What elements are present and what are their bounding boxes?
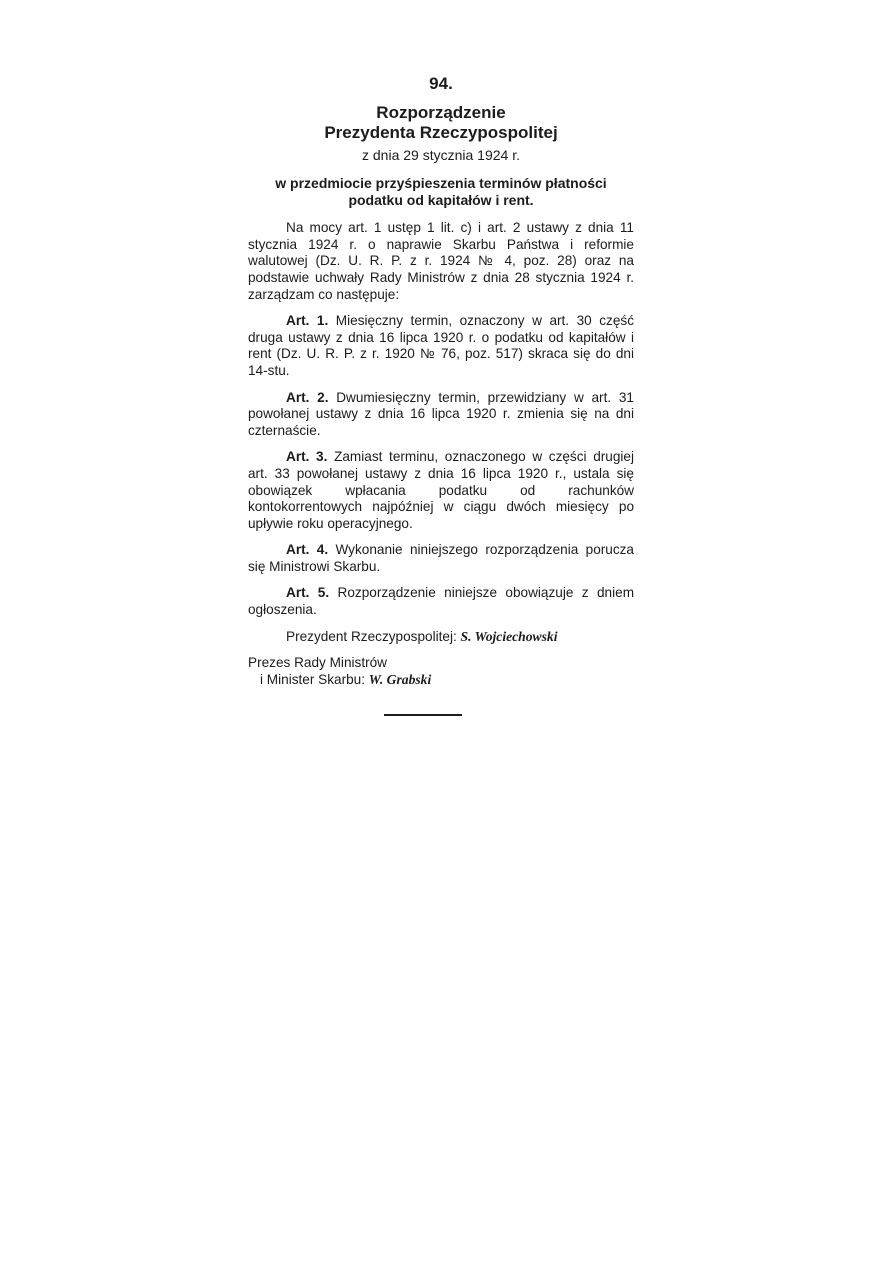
article-label: Art. 2.: [286, 389, 329, 405]
title-line-2: Prezydenta Rzeczypospolitej: [324, 122, 558, 142]
date-line: z dnia 29 stycznia 1924 r.: [362, 146, 520, 163]
signature-name: W. Grabski: [368, 671, 432, 687]
article-label: Art. 4.: [286, 542, 329, 558]
document-page: [248, 76, 634, 716]
closing-rule: [384, 714, 462, 716]
signature-prime-minister: [248, 655, 634, 688]
article-4: [248, 542, 634, 575]
article-text: Miesięczny termin, oznaczony w art. 30 część druga ustawy z dnia 16 lipca 1920 r. o podatku od kapitałów i rent (Dz. U. R. P. z r. 1920 № 76, poz. 517) skraca się do dni 14-stu.: [248, 313, 634, 378]
article-2: [248, 390, 634, 440]
article-text: Dwumiesięczny termin, przewidziany w art. 31 powołanej ustawy z dnia 16 lipca 1920 r. zmienia się na dni czternaście.: [248, 389, 634, 438]
article-5: [248, 585, 634, 618]
signature-name: S. Wojciechowski: [460, 628, 558, 644]
signature-president: [248, 629, 634, 646]
title-line-1: Rozporządzenie: [376, 102, 506, 122]
article-3: [248, 449, 634, 532]
article-text: Zamiast terminu, oznaczonego w części drugiej art. 33 powołanej ustawy z dnia 16 lipca 1920 r., ustala się obowiązek wpłacania podatku od rachunków kontokorrentowych najpóźniej w ciągu dwóch miesięcy po upływie roku operacyjnego.: [248, 449, 634, 531]
signature-role-line-1: Prezes Rady Ministrów: [248, 655, 387, 671]
article-1: [248, 313, 634, 379]
subject: w przedmiocie przyśpieszenia terminów płatności podatku od kapitałów i rent.: [275, 175, 607, 208]
article-text: Rozporządzenie niniejsze obowiązuje z dniem ogłoszenia.: [248, 585, 635, 618]
signature-role-line-2: i Minister Skarbu:: [260, 671, 366, 687]
article-label: Art. 1.: [286, 313, 329, 329]
page-number: 94.: [429, 74, 453, 93]
article-label: Art. 5.: [286, 585, 330, 601]
title: [248, 103, 634, 143]
article-label: Art. 3.: [286, 449, 328, 465]
article-text: Wykonanie niniejszego rozporządzenia porucza się Ministrowi Skarbu.: [248, 542, 634, 574]
preamble: Na mocy art. 1 ustęp 1 lit. c) i art. 2 ustawy z dnia 11 stycznia 1924 r. o naprawie Skarbu Państwa i reformie walutowej (Dz. U. R. P. z r. 1924 № 4, poz. 28) oraz na podstawie uchwały Rady Ministrów z dnia 28 stycznia 1924 r. zarządzam co następuje:: [248, 220, 634, 302]
signature-role-line-2-wrap: [248, 672, 634, 689]
signature-role: Prezydent Rzeczypospolitej:: [286, 628, 457, 644]
